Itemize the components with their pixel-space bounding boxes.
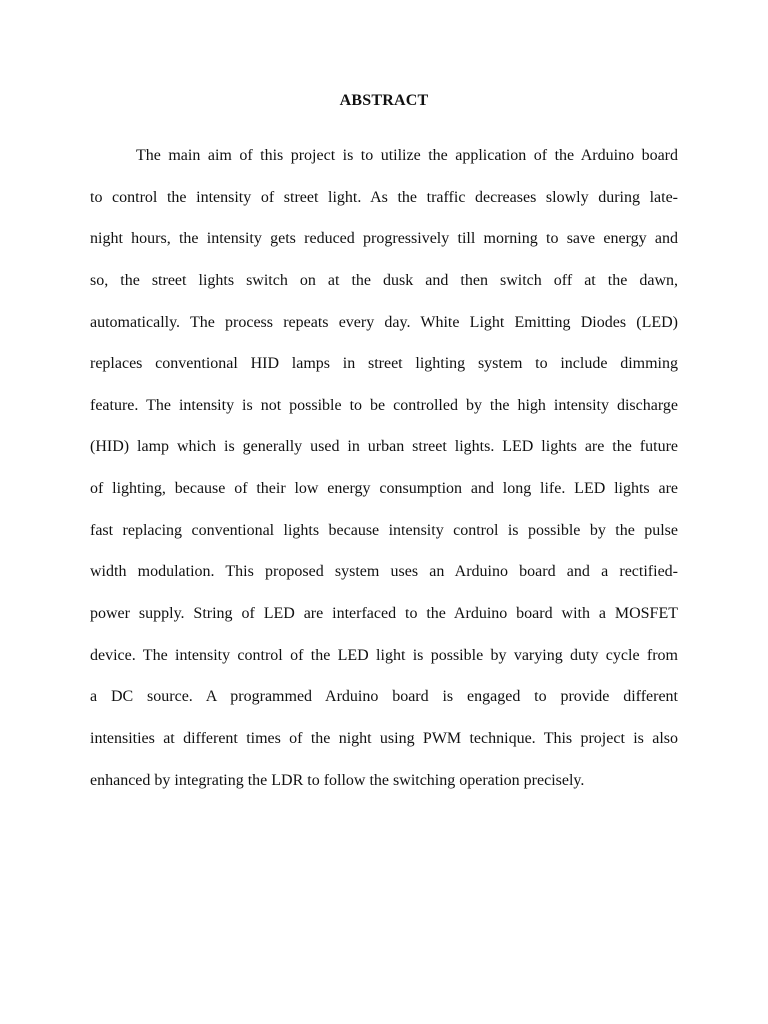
abstract-heading: ABSTRACT: [339, 92, 429, 109]
abstract-line: (HID) lamp which is generally used in urban street lights. LED lights are the future: [90, 438, 678, 455]
abstract-line: The main aim of this project is to utilize the application of the Arduino board: [136, 147, 678, 164]
abstract-line: to control the intensity of street light. As the traffic decreases slowly during late-: [90, 189, 678, 206]
abstract-line: a DC source. A programmed Arduino board is engaged to provide different: [90, 688, 678, 705]
abstract-line: night hours, the intensity gets reduced progressively till morning to save energy and: [90, 230, 678, 247]
abstract-line: intensities at different times of the night using PWM technique. This project is also: [90, 730, 678, 747]
abstract-line: width modulation. This proposed system uses an Arduino board and a rectified-: [90, 563, 678, 580]
abstract-line: of lighting, because of their low energy consumption and long life. LED lights are: [90, 480, 678, 497]
abstract-line: device. The intensity control of the LED light is possible by varying duty cycle from: [90, 647, 678, 664]
abstract-line: fast replacing conventional lights because intensity control is possible by the pulse: [90, 522, 678, 539]
abstract-line: replaces conventional HID lamps in street lighting system to include dimming: [90, 355, 678, 372]
abstract-line: so, the street lights switch on at the dusk and then switch off at the dawn,: [90, 272, 678, 289]
abstract-line: power supply. String of LED are interfaced to the Arduino board with a MOSFET: [90, 605, 678, 622]
abstract-line: enhanced by integrating the LDR to follow the switching operation precisely.: [90, 772, 585, 789]
abstract-line: feature. The intensity is not possible to be controlled by the high intensity discharge: [90, 397, 678, 414]
abstract-line: automatically. The process repeats every day. White Light Emitting Diodes (LED): [90, 314, 678, 331]
